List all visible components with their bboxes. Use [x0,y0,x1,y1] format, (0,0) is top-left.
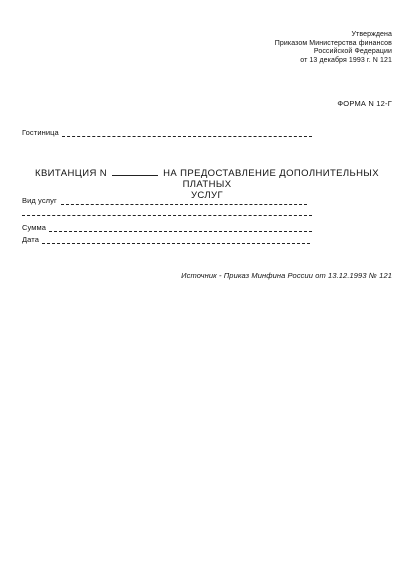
hotel-blank-line[interactable] [62,136,312,137]
date-label: Дата [22,235,40,244]
title-line-2: УСЛУГ [191,190,223,201]
hotel-label: Гостиница [22,128,59,137]
approval-line-1: Утверждена [351,31,392,38]
amount-label: Сумма [22,223,47,232]
service-type-continuation-line[interactable] [22,215,312,216]
approval-line-4: от 13 декабря 1993 г. N 121 [300,56,392,64]
receipt-number-blank[interactable] [112,167,158,176]
title-prefix: КВИТАНЦИЯ N [35,168,108,179]
service-type-label: Вид услуг [22,196,57,205]
source-note: Источник - Приказ Минфина России от 13.12.1993 № 121 [181,271,392,280]
approval-stamp [192,31,392,65]
receipt-title [22,167,392,201]
amount-blank-line[interactable] [49,231,312,232]
approval-line-3: Российской Федерации [313,48,392,55]
title-main: НА ПРЕДОСТАВЛЕНИЕ ДОПОЛНИТЕЛЬНЫХ ПЛАТНЫХ [163,168,379,190]
approval-line-2: Приказом Министерства финансов [274,39,392,47]
date-blank-line[interactable] [42,243,310,244]
form-code: ФОРМА N 12-Г [337,99,392,108]
service-type-blank-line[interactable] [61,204,307,205]
